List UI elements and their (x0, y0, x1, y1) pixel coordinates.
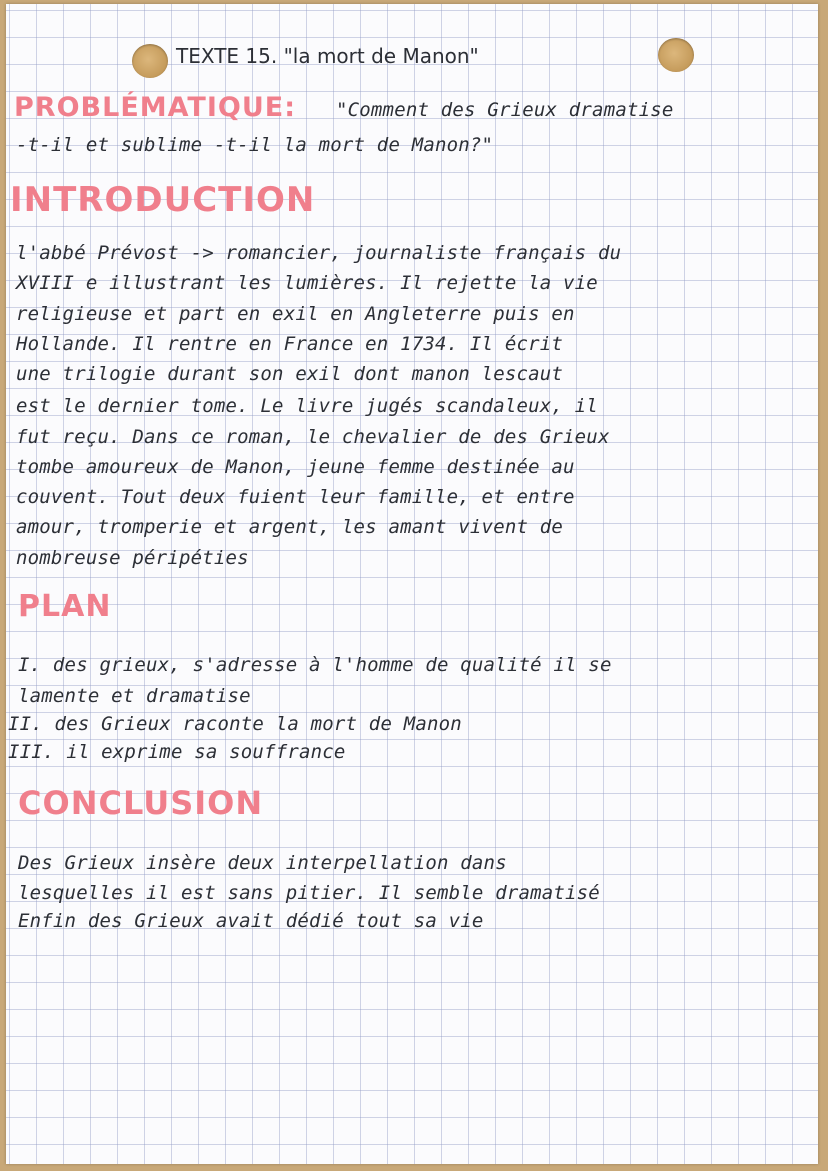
introduction-line: amour, tromperie et argent, les amant vivent de (16, 516, 564, 538)
plan-heading: PLAN (18, 589, 112, 624)
binder-hole-left (132, 44, 168, 78)
plan-line: II. des Grieux raconte la mort de Manon (8, 713, 462, 735)
introduction-line: XVIII e illustrant les lumières. Il rejette la vie (16, 272, 598, 294)
introduction-line: nombreuse péripéties (16, 547, 249, 569)
problematique-line-1: "Comment des Grieux dramatise (336, 99, 674, 121)
introduction-line: est le dernier tome. Le livre jugés scandaleux, il (16, 395, 598, 417)
introduction-heading: INTRODUCTION (10, 180, 316, 220)
plan-line: III. il exprime sa souffrance (8, 741, 346, 763)
problematique-heading: PROBLÉMATIQUE: (14, 92, 297, 123)
introduction-line: Hollande. Il rentre en France en 1734. Il écrit (16, 333, 564, 355)
conclusion-line: Des Grieux insère deux interpellation dans (18, 852, 507, 874)
plan-line: lamente et dramatise (18, 685, 251, 707)
notebook-page (6, 4, 818, 1164)
binder-hole-right (658, 38, 694, 72)
conclusion-line: Enfin des Grieux avait dédié tout sa vie (18, 910, 484, 932)
introduction-line: fut reçu. Dans ce roman, le chevalier de des Grieux (16, 426, 610, 448)
problematique-line-2: -t-il et sublime -t-il la mort de Manon?" (16, 134, 494, 156)
plan-line: I. des grieux, s'adresse à l'homme de qualité il se (18, 654, 612, 676)
conclusion-line: lesquelles il est sans pitier. Il semble dramatisé (18, 882, 600, 904)
introduction-line: couvent. Tout deux fuient leur famille, et entre (16, 486, 575, 508)
page-title: TEXTE 15. "la mort de Manon" (176, 44, 479, 68)
introduction-line: tombe amoureux de Manon, jeune femme destinée au (16, 456, 575, 478)
introduction-line: une trilogie durant son exil dont manon lescaut (16, 363, 564, 385)
introduction-line: religieuse et part en exil en Angleterre puis en (16, 303, 575, 325)
conclusion-heading: CONCLUSION (18, 784, 264, 822)
introduction-line: l'abbé Prévost -> romancier, journaliste français du (16, 242, 622, 264)
